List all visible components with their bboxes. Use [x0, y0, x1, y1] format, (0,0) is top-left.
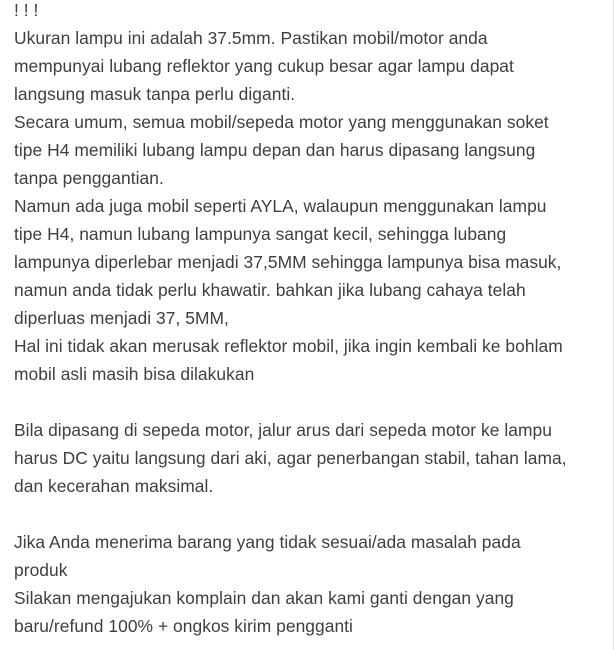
paragraph-spacer — [14, 500, 610, 528]
description-line: Jika Anda menerima barang yang tidak sesuai/ada masalah pada — [14, 532, 521, 552]
description-line: baru/refund 100% + ongkos kirim pengganti — [14, 616, 353, 636]
product-description — [14, 0, 610, 640]
description-line: Ukuran lampu ini adalah 37.5mm. Pastikan mobil/motor anda — [14, 28, 488, 48]
description-line: tanpa penggantian. — [14, 168, 164, 188]
description-line: mempunyai lubang reflektor yang cukup besar agar lampu dapat — [14, 56, 514, 76]
description-line: Namun ada juga mobil seperti AYLA, walaupun menggunakan lampu — [14, 196, 547, 216]
description-line: lampunya diperlebar menjadi 37,5MM sehingga lampunya bisa masuk, — [14, 252, 562, 272]
description-line: tipe H4 memiliki lubang lampu depan dan harus dipasang langsung — [14, 140, 536, 160]
description-line: namun anda tidak perlu khawatir. bahkan jika lubang cahaya telah — [14, 280, 526, 300]
description-line: harus DC yaitu langsung dari aki, agar penerbangan stabil, tahan lama, — [14, 448, 567, 468]
description-line: produk — [14, 560, 68, 580]
description-line: dan kecerahan maksimal. — [14, 476, 214, 496]
description-line: Silakan mengajukan komplain dan akan kami ganti dengan yang — [14, 588, 514, 608]
description-line: ! ! ! — [14, 0, 39, 20]
description-line: mobil asli masih bisa dilakukan — [14, 364, 255, 384]
paragraph-spacer — [14, 388, 610, 416]
description-line: diperluas menjadi 37, 5MM, — [14, 308, 229, 328]
description-line: Hal ini tidak akan merusak reflektor mobil, jika ingin kembali ke bohlam — [14, 336, 563, 356]
description-line: tipe H4, namun lubang lampunya sangat kecil, sehingga lubang — [14, 224, 507, 244]
description-line: Secara umum, semua mobil/sepeda motor yang menggunakan soket — [14, 112, 549, 132]
description-line: langsung masuk tanpa perlu diganti. — [14, 84, 296, 104]
description-line: Bila dipasang di sepeda motor, jalur arus dari sepeda motor ke lampu — [14, 420, 552, 440]
